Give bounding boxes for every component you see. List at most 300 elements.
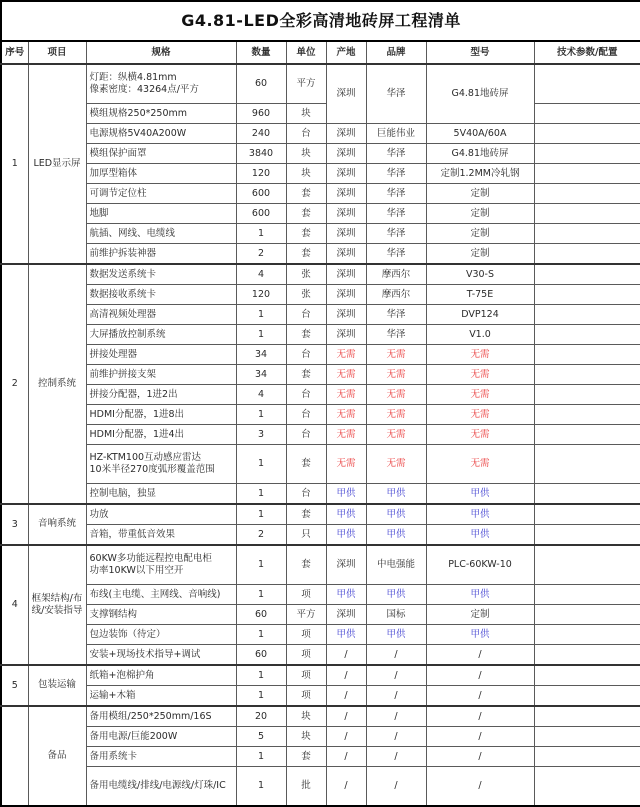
table-row [1,244,640,265]
cell-model: PLC-60KW-10 [426,545,534,585]
cell-brand: 无需 [366,445,426,484]
cell-unit: 台 [286,484,326,505]
cell-qty: 600 [236,204,286,224]
cell-qty: 3840 [236,144,286,164]
cell-unit: 台 [286,305,326,325]
spec-line: 数据接收系统卡 [89,288,157,300]
spec-line: 模组保护面罩 [89,147,147,159]
cell-tech [534,345,640,365]
cell-spec [86,504,236,525]
cell-spec [86,365,236,385]
table-row [1,665,640,686]
table-row [1,504,640,525]
cell-unit: 台 [286,124,326,144]
cell-section-no: 3 [1,504,28,545]
cell-unit: 块 [286,727,326,747]
cell-brand: 华泽 [366,244,426,265]
cell-origin: 无需 [326,425,366,445]
cell-section-item: 包装运输 [28,665,86,706]
cell-qty: 600 [236,184,286,204]
table-row [1,484,640,505]
cell-model: / [426,747,534,767]
cell-unit: 套 [286,325,326,345]
cell-spec [86,385,236,405]
spec-line: HZ-KTM100互动感应雷达 [89,452,202,464]
cell-tech [534,767,640,807]
cell-spec [86,164,236,184]
cell-qty: 1 [236,484,286,505]
cell-spec [86,747,236,767]
cell-brand: / [366,706,426,727]
cell-tech [534,224,640,244]
cell-section-item: 控制系统 [28,264,86,504]
cell-spec [86,665,236,686]
cell-spec [86,124,236,144]
cell-spec [86,285,236,305]
cell-section-item: 音响系统 [28,504,86,545]
table-row [1,605,640,625]
cell-model: 无需 [426,365,534,385]
cell-spec [86,727,236,747]
table-row [1,264,640,285]
cell-tech [534,365,640,385]
cell-qty: 60 [236,605,286,625]
cell-tech [534,625,640,645]
cell-spec [86,224,236,244]
cell-spec [86,345,236,365]
cell-section-item: LED显示屏 [28,64,86,264]
table-row [1,345,640,365]
spec-line: 加厚型箱体 [89,167,138,179]
spec-line: 高清视频处理器 [89,308,157,320]
table-row [1,545,640,585]
cell-tech [534,605,640,625]
page-title: G4.81-LED全彩高清地砖屏工程清单 [1,1,640,41]
cell-section-no: 1 [1,64,28,264]
cell-model: G4.81地砖屏 [426,64,534,124]
cell-origin: 深圳 [326,144,366,164]
table-row [1,365,640,385]
table-row [1,747,640,767]
cell-unit: 块 [286,104,326,124]
cell-unit: 台 [286,345,326,365]
cell-spec [86,625,236,645]
cell-qty: 1 [236,665,286,686]
cell-model: / [426,665,534,686]
cell-origin: / [326,645,366,666]
cell-brand: 中电强能 [366,545,426,585]
cell-origin: 深圳 [326,64,366,124]
cell-spec [86,767,236,807]
cell-unit: 块 [286,706,326,727]
cell-model: / [426,645,534,666]
cell-model: 定制 [426,184,534,204]
cell-unit: 套 [286,365,326,385]
col-header-no: 序号 [1,41,28,64]
cell-origin: 深圳 [326,164,366,184]
cell-qty: 960 [236,104,286,124]
table-row [1,405,640,425]
cell-tech [534,164,640,184]
cell-origin: 深圳 [326,184,366,204]
cell-origin: / [326,686,366,707]
cell-section-item: 框架结构/布线/安装指导 [28,545,86,665]
cell-unit: 套 [286,747,326,767]
cell-origin: 深圳 [326,124,366,144]
cell-spec [86,545,236,585]
cell-tech [534,484,640,505]
cell-tech [534,104,640,124]
col-header-qty: 数量 [236,41,286,64]
cell-brand: 华泽 [366,184,426,204]
cell-spec [86,64,236,104]
cell-origin: / [326,706,366,727]
cell-unit: 台 [286,385,326,405]
spec-line: 功放 [89,508,109,520]
cell-model: V1.0 [426,325,534,345]
cell-spec [86,104,236,124]
cell-model: 无需 [426,425,534,445]
cell-qty: 4 [236,385,286,405]
cell-tech [534,144,640,164]
cell-qty: 120 [236,285,286,305]
cell-unit: 台 [286,425,326,445]
cell-model: / [426,686,534,707]
cell-qty: 240 [236,124,286,144]
cell-unit: 批 [286,767,326,807]
cell-spec [86,244,236,265]
cell-origin: 无需 [326,345,366,365]
cell-qty: 1 [236,585,286,605]
cell-tech [534,285,640,305]
cell-qty: 34 [236,345,286,365]
cell-model: / [426,727,534,747]
spec-line: 拼接分配器，1进2出 [89,388,178,400]
cell-tech [534,504,640,525]
cell-model: DVP124 [426,305,534,325]
cell-model: 甲供 [426,625,534,645]
col-header-item: 项目 [28,41,86,64]
cell-unit: 块 [286,144,326,164]
col-header-origin: 产地 [326,41,366,64]
cell-model: 定制 [426,224,534,244]
cell-origin: 无需 [326,365,366,385]
spec-line: 大屏播放控制系统 [89,328,166,340]
spec-line: 前维护拼接支架 [89,368,157,380]
table-row [1,224,640,244]
table-row [1,525,640,546]
cell-unit: 项 [286,665,326,686]
cell-origin: / [326,767,366,807]
cell-model: / [426,706,534,727]
spec-line: 布线(主电缆、主网线、音响线) [89,588,221,600]
table-row [1,204,640,224]
cell-model: / [426,767,534,807]
cell-unit: 套 [286,244,326,265]
cell-qty: 1 [236,405,286,425]
cell-spec [86,445,236,484]
table-row [1,64,640,104]
cell-qty: 4 [236,264,286,285]
table-row [1,285,640,305]
spec-line: 像素密度：43264点/平方 [89,84,199,95]
cell-tech [534,747,640,767]
cell-tech [534,585,640,605]
cell-section-no: 4 [1,545,28,665]
spec-line: 纸箱+泡棉护角 [89,669,155,681]
cell-origin: 甲供 [326,504,366,525]
cell-origin: 深圳 [326,305,366,325]
table-row [1,385,640,405]
table-row [1,645,640,666]
cell-origin: / [326,665,366,686]
cell-spec [86,585,236,605]
table-body [1,64,640,806]
table-row [1,445,640,484]
cell-unit: 只 [286,525,326,546]
cell-model: 无需 [426,345,534,365]
cell-qty: 2 [236,525,286,546]
cell-tech [534,525,640,546]
cell-tech [534,184,640,204]
cell-qty: 1 [236,545,286,585]
cell-qty: 1 [236,305,286,325]
cell-brand: 摩西尔 [366,285,426,305]
spec-line: 包边装饰（待定） [89,628,166,640]
cell-spec [86,325,236,345]
cell-tech [534,64,640,104]
spec-line: 电源规格5V40A200W [89,127,187,139]
cell-section-no: 2 [1,264,28,504]
spec-line: HDMI分配器，1进4出 [89,428,185,440]
cell-brand: 华泽 [366,224,426,244]
cell-qty: 1 [236,625,286,645]
cell-brand: 无需 [366,425,426,445]
cell-qty: 20 [236,706,286,727]
spec-line: 模组规格250*250mm [89,107,188,119]
cell-spec [86,204,236,224]
cell-model: 定制 [426,605,534,625]
cell-brand: 甲供 [366,484,426,505]
spec-line: 前维护拆装神器 [89,247,157,259]
cell-qty: 60 [236,64,286,104]
spec-line: 备用电缆线/排线/电源线/灯珠/IC [89,780,226,792]
cell-spec [86,525,236,546]
cell-brand: 华泽 [366,325,426,345]
cell-model: 无需 [426,405,534,425]
cell-brand: 国标 [366,605,426,625]
header-row [1,41,640,64]
cell-qty: 1 [236,504,286,525]
col-header-spec: 规格 [86,41,236,64]
cell-brand: 华泽 [366,305,426,325]
cell-brand: 华泽 [366,204,426,224]
cell-qty: 1 [236,686,286,707]
cell-tech [534,727,640,747]
cell-tech [534,385,640,405]
cell-origin: 深圳 [326,264,366,285]
cell-brand: / [366,645,426,666]
table-row [1,144,640,164]
cell-spec [86,645,236,666]
table-row [1,686,640,707]
cell-origin: 无需 [326,385,366,405]
cell-unit: 套 [286,184,326,204]
spec-line: 安装+现场技术指导+调试 [89,648,201,660]
col-header-unit: 单位 [286,41,326,64]
cell-spec [86,425,236,445]
cell-spec [86,305,236,325]
cell-model: 定制1.2MM冷轧钢 [426,164,534,184]
cell-unit: 平方 [286,605,326,625]
cell-qty: 1 [236,445,286,484]
cell-brand: / [366,686,426,707]
cell-origin: 深圳 [326,285,366,305]
cell-tech [534,204,640,224]
cell-origin: 无需 [326,405,366,425]
cell-spec [86,184,236,204]
cell-unit: 套 [286,204,326,224]
cell-tech [534,425,640,445]
cell-qty: 1 [236,224,286,244]
cell-unit: 套 [286,445,326,484]
cell-spec [86,686,236,707]
cell-tech [534,264,640,285]
spec-line: 运输+木箱 [89,689,136,701]
cell-tech [534,645,640,666]
cell-unit: 套 [286,224,326,244]
cell-tech [534,445,640,484]
cell-model: 定制 [426,244,534,265]
cell-qty: 1 [236,325,286,345]
cell-tech [534,124,640,144]
cell-tech [534,305,640,325]
cell-tech [534,325,640,345]
cell-brand: 摩西尔 [366,264,426,285]
cell-model: 定制 [426,204,534,224]
table-row [1,325,640,345]
cell-unit: 项 [286,585,326,605]
cell-unit: 套 [286,504,326,525]
cell-brand: 甲供 [366,504,426,525]
spec-line: 航插、网线、电缆线 [89,227,176,239]
cell-spec [86,605,236,625]
table-row [1,706,640,727]
spec-line: 功率10KW以下用空开 [89,565,184,576]
cell-brand: / [366,727,426,747]
table-row [1,585,640,605]
cell-unit: 张 [286,285,326,305]
cell-spec [86,405,236,425]
cell-brand: 甲供 [366,625,426,645]
cell-tech [534,686,640,707]
col-header-model: 型号 [426,41,534,64]
cell-brand: 甲供 [366,585,426,605]
cell-section-no [1,706,28,806]
cell-tech [534,665,640,686]
cell-qty: 5 [236,727,286,747]
cell-qty: 1 [236,747,286,767]
spec-line: 支撑钢结构 [89,608,138,620]
spec-line: 拼接处理器 [89,348,138,360]
spec-line: 控制电脑，独显 [89,487,157,499]
spec-line: 10米半径270度弧形覆盖范围 [89,464,215,475]
cell-tech [534,545,640,585]
cell-qty: 2 [236,244,286,265]
cell-unit: 项 [286,645,326,666]
spec-line: 60KW多功能远程控电配电柜 [89,553,212,565]
cell-origin: / [326,747,366,767]
cell-spec [86,144,236,164]
cell-brand: 无需 [366,365,426,385]
cell-origin: 甲供 [326,525,366,546]
cell-qty: 34 [236,365,286,385]
cell-spec [86,706,236,727]
cell-brand: 无需 [366,385,426,405]
cell-brand: 甲供 [366,525,426,546]
table-row [1,767,640,807]
spec-line: 备用模组/250*250mm/16S [89,710,212,722]
spec-line: 可调节定位柱 [89,187,147,199]
cell-brand: 巨能伟业 [366,124,426,144]
cell-brand: 华泽 [366,144,426,164]
cell-brand: 无需 [366,345,426,365]
cell-unit: 项 [286,686,326,707]
cell-brand: / [366,665,426,686]
cell-model: 甲供 [426,484,534,505]
cell-unit: 平方 [286,64,326,104]
cell-qty: 3 [236,425,286,445]
cell-tech [534,706,640,727]
cell-section-no: 5 [1,665,28,706]
cell-qty: 60 [236,645,286,666]
spec-line: 灯距：纵横4.81mm [89,72,177,84]
table-row [1,305,640,325]
cell-model: G4.81地砖屏 [426,144,534,164]
cell-origin: / [326,727,366,747]
spec-line: 备用电源/巨能200W [89,730,178,742]
cell-section-item: 备品 [28,706,86,806]
cell-brand: 华泽 [366,64,426,124]
table-row [1,124,640,144]
cell-model: 无需 [426,445,534,484]
spec-line: HDMI分配器，1进8出 [89,408,185,420]
cell-unit: 张 [286,264,326,285]
table-row [1,425,640,445]
cell-unit: 项 [286,625,326,645]
cell-model: 甲供 [426,585,534,605]
table-row [1,727,640,747]
cell-origin: 深圳 [326,244,366,265]
cell-origin: 深圳 [326,605,366,625]
spec-line: 音箱，带重低音效果 [89,528,176,540]
cell-unit: 块 [286,164,326,184]
table-row [1,184,640,204]
cell-brand: 无需 [366,405,426,425]
spec-line: 备用系统卡 [89,750,138,762]
cell-brand: / [366,767,426,807]
cell-origin: 甲供 [326,625,366,645]
cell-unit: 台 [286,405,326,425]
cell-tech [534,405,640,425]
spec-line: 地脚 [89,207,109,219]
cell-spec [86,484,236,505]
table-row [1,104,640,124]
cell-origin: 无需 [326,445,366,484]
cell-model: 5V40A/60A [426,124,534,144]
cell-model: 无需 [426,385,534,405]
cell-spec [86,264,236,285]
